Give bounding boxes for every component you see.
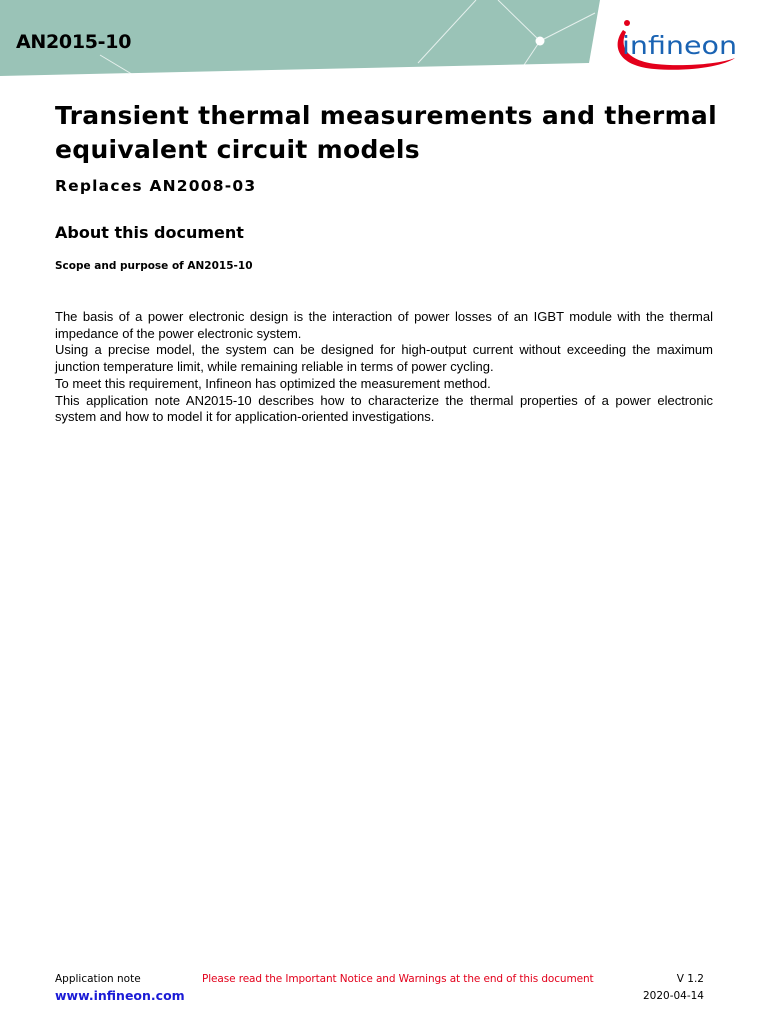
document-id: AN2015-10	[16, 31, 132, 53]
banner-node	[536, 37, 545, 46]
footer-doc-type: Application note	[55, 973, 141, 985]
title-line-1: Transient thermal measurements and thermal	[55, 101, 717, 130]
about-heading: About this document	[55, 223, 244, 242]
logo-dot	[624, 20, 630, 26]
title-line-2: equivalent circuit models	[55, 135, 420, 164]
replaces-note: Replaces AN2008-03	[55, 177, 257, 195]
footer-website-link[interactable]: www.infineon.com	[55, 988, 185, 1003]
infineon-logo	[612, 16, 742, 74]
footer-notice: Please read the Important Notice and Warnings at the end of this document	[202, 973, 594, 985]
scope-heading: Scope and purpose of AN2015-10	[55, 260, 253, 272]
footer-date: 2020-04-14	[642, 990, 704, 1002]
body-paragraph: To meet this requirement, Infineon has optimized the measurement method.	[55, 375, 491, 391]
body-paragraph: This application note AN2015-10 describes how to characterize the thermal properties of a power electronic system and how to model it for application-oriented investigations.	[55, 392, 713, 425]
body-paragraph: The basis of a power electronic design is the interaction of power losses of an IGBT module with the thermal impedance of the power electronic system.	[55, 309, 713, 341]
logo-text: infineon	[622, 31, 737, 60]
scope-body	[55, 309, 713, 426]
body-paragraph: Using a precise model, the system can be designed for high-output current without exceeding the maximum junction temperature limit, while remaining reliable in terms of power cycling.	[55, 342, 713, 375]
document-title	[55, 99, 735, 167]
footer-version: V 1.2	[676, 973, 704, 985]
